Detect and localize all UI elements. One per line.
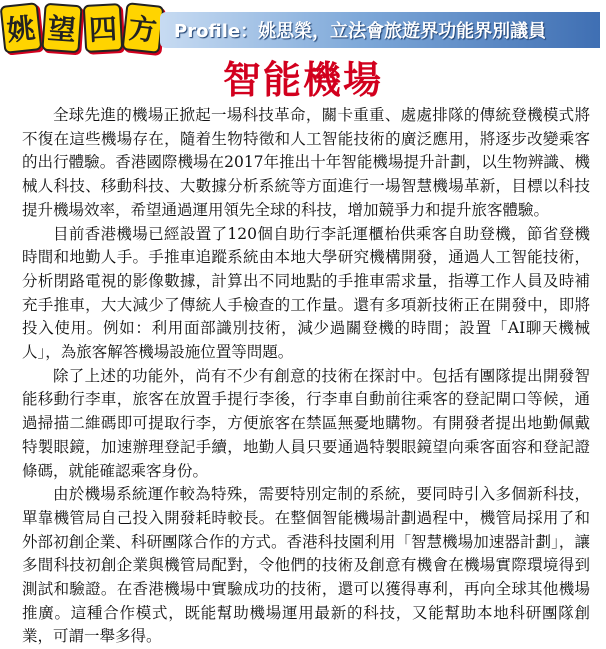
article-body [22, 104, 590, 649]
paragraph-3: 除了上述的功能外，尚有不少有創意的技術在探討中。包括有團隊提出開發智能移動行李車，旅客在放置手提行李後，行李車自動前往乘客的登記閘口等候，通過掃描二維碼即可提取行李，方便旅客在禁區無憂地購物。有開發者提出地勤佩戴特製眼鏡，加速辦理登記手續，地勤人員只要通過特製眼鏡望向乘客面容和登記證條碼，就能確認乘客身份。 [22, 366, 590, 480]
logo-char-3: 四 [82, 3, 122, 53]
paragraph-1: 全球先進的機場正掀起一場科技革命，關卡重重、處處排隊的傳統登機模式將不復在這些機場存在，隨着生物特徵和人工智能技術的廣泛應用，將逐步改變乘客的出行體驗。香港國際機場在2017年推出十年智能機場提升計劃，以生物辨識、機械人科技、移動科技、大數據分析系統等方面進行一場智慧機場革新，目標以科技提升機場效率，希望通過運用領先全球的科技，增加競爭力和提升旅客體驗。 [22, 106, 590, 219]
logo-char-1: 姚 [0, 2, 42, 54]
author-profile: Profile：姚思榮，立法會旅遊界功能界別議員 [174, 21, 547, 42]
profile-banner [160, 12, 600, 48]
logo-char-2: 望 [41, 3, 82, 54]
paragraph-2: 目前香港機場已經設置了120個自助行李託運櫃枱供乘客自助登機，節省登機時間和地勤人手。手推車追蹤系統由本地大學研究機構開發，通過人工智能技術，分析閉路電視的影像數據，計算出不同地點的手推車需求量，指導工作人員及時補充手推車，大大減少了傳統人手檢查的工作量。還有多項新技術正在開發中，即將投入使用。例如：利用面部識別技術，減少過關登機的時間；設置「AI聊天機械人」，為旅客解答機場設施位置等問題。 [22, 224, 590, 362]
paragraph-4: 由於機場系統運作較為特殊，需要特別定制的系統，要同時引入多個新科技，單靠機管局自己投入開發耗時較長。在整個智能機場計劃過程中，機管局採用了和外部初創企業、科研團隊合作的方式。香港科技園利用「智慧機場加速器計劃」，讓多間科技初創企業與機管局配對，令他們的技術及創意有機會在機場實際環境得到測試和驗證。在香港機場中實驗成功的技術，還可以獲得專利，再向全球其他機場推廣。這種合作模式，既能幫助機場運用最新的科技，又能幫助本地科研團隊創業，可謂一舉多得。 [22, 485, 590, 646]
article-title: 智能機場 [222, 58, 383, 102]
logo-char-4: 方 [122, 2, 165, 54]
column-logo [2, 2, 162, 54]
column-header [0, 0, 606, 58]
